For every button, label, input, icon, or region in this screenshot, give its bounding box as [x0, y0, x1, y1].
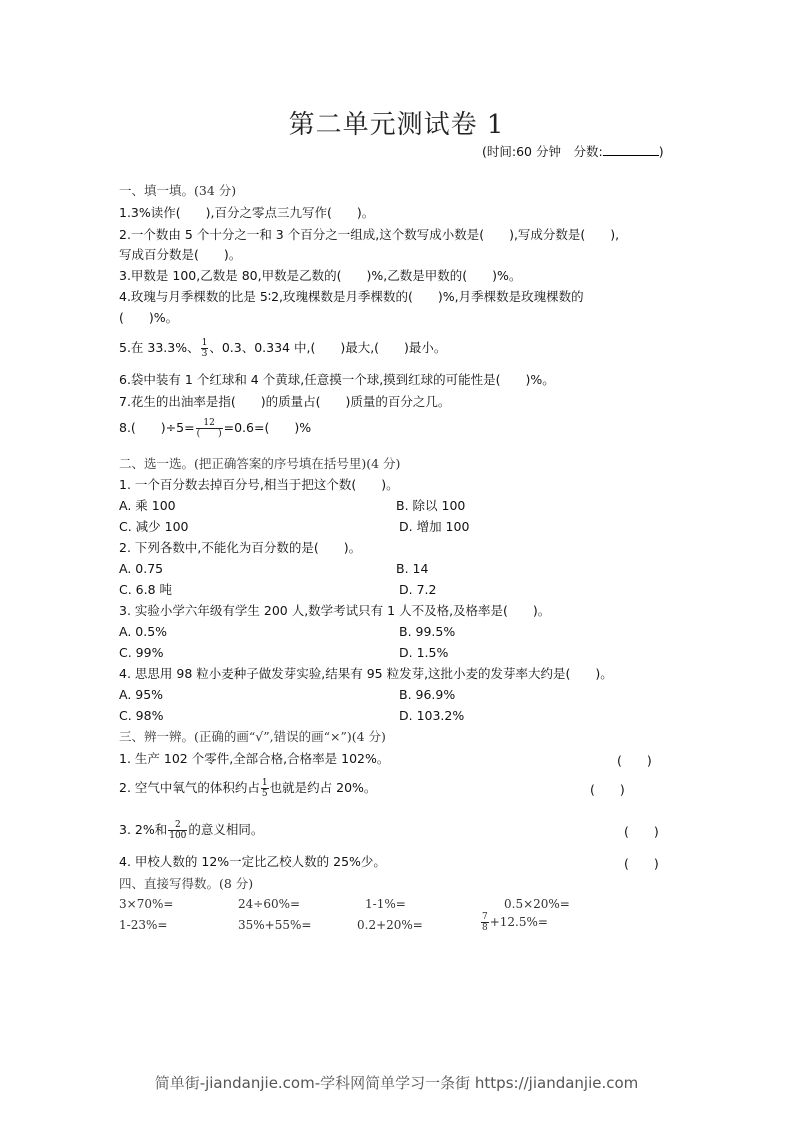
- s1-question-2-line1: 2.一个数由 5 个十分之一和 3 个百分之一组成,这个数写成小数是( ),写成分数是( ),: [119, 227, 620, 242]
- calc-8: [480, 912, 548, 933]
- s2-question-3: 3. 实验小学六年级有学生 200 人,数学考试只有 1 人不及格,及格率是( )。: [119, 603, 551, 618]
- frac-numerator: 1: [261, 778, 268, 788]
- frac-denominator: ( ): [196, 429, 222, 439]
- s2-q1-option-a: A. 乘 100: [119, 498, 176, 513]
- calc-1: 3×70%=: [119, 897, 174, 911]
- s3-q3-suffix: 的意义相同。: [188, 822, 264, 837]
- s2-q3-option-b: B. 99.5%: [399, 624, 456, 639]
- calc-4: 0.5×20%=: [504, 897, 570, 911]
- q5-suffix: 、0.3、0.334 中,( )最大,( )最小。: [209, 340, 447, 355]
- frac-denominator: 3: [201, 349, 208, 359]
- score-blank[interactable]: [603, 143, 659, 156]
- s3-q2-prefix: 2. 空气中氧气的体积约占: [119, 780, 260, 795]
- fraction-two-hundredths: [168, 820, 187, 841]
- s2-q4-option-b: B. 96.9%: [399, 687, 456, 702]
- q5-prefix: 5.在 33.3%、: [119, 340, 200, 355]
- frac-numerator: 12: [196, 418, 223, 429]
- s1-question-4-line2: ( )%。: [119, 310, 179, 325]
- calc-2: 24÷60%=: [238, 897, 301, 911]
- calc-5: 1-23%=: [119, 918, 168, 932]
- s2-q2-option-c: C. 6.8 吨: [119, 582, 173, 597]
- s3-question-2: [119, 778, 376, 799]
- s2-q3-option-c: C. 99%: [119, 645, 164, 660]
- frac-denominator: 8: [482, 923, 488, 933]
- calc-8-suffix: +12.5%=: [489, 915, 548, 929]
- s1-question-4-line1: 4.玫瑰与月季棵数的比是 5∶2,玫瑰棵数是月季棵数的( )%,月季棵数是玫瑰棵数的: [119, 289, 584, 304]
- s2-question-1: 1. 一个百分数去掉百分号,相当于把这个数( )。: [119, 477, 399, 492]
- s1-question-6: 6.袋中装有 1 个红球和 4 个黄球,任意摸一个球,摸到红球的可能性是( )%。: [119, 372, 555, 387]
- s3-q1-answer-bracket[interactable]: ( ): [617, 753, 652, 768]
- s2-q4-option-a: A. 95%: [119, 687, 164, 702]
- s3-q3-prefix: 3. 2%和: [119, 822, 168, 837]
- s1-question-2-line2: 写成百分数是( )。: [119, 247, 242, 262]
- footer-watermark: 简单街-jiandanjie.com-学科网简单学习一条街 https://jiandanjie.com: [154, 1074, 639, 1092]
- page-title: 第二单元测试卷 1: [288, 110, 505, 140]
- exam-meta: [482, 142, 664, 160]
- q8-prefix: 8.( )÷5=: [119, 420, 195, 435]
- fraction-seven-eighths: [481, 912, 489, 933]
- s1-question-5: [119, 338, 446, 359]
- q8-suffix: =0.6=( )%: [223, 420, 312, 435]
- s2-q2-option-d: D. 7.2: [399, 582, 437, 597]
- frac-denominator: 100: [169, 831, 187, 841]
- s2-question-4: 4. 思思用 98 粒小麦种子做发芽实验,结果有 95 粒发芽,这批小麦的发芽率大约是( )。: [119, 666, 613, 681]
- s1-question-7: 7.花生的出油率是指( )的质量占( )质量的百分之几。: [119, 394, 451, 409]
- section1-heading: 一、填一填。(34 分): [119, 183, 237, 198]
- frac-numerator: 2: [168, 820, 187, 831]
- calc-3: 1-1%=: [365, 897, 406, 911]
- time-and-score-label: (时间:60 分钟 分数:: [482, 144, 603, 159]
- s3-q2-answer-bracket[interactable]: ( ): [590, 782, 625, 797]
- s2-q3-option-a: A. 0.5%: [119, 624, 168, 639]
- s3-question-4: 4. 甲校人数的 12%一定比乙校人数的 25%少。: [119, 854, 386, 869]
- s2-q4-option-c: C. 98%: [119, 708, 164, 723]
- section2-heading: 二、选一选。(把正确答案的序号填在括号里)(4 分): [119, 456, 401, 471]
- s2-question-2: 2. 下列各数中,不能化为百分数的是( )。: [119, 540, 362, 555]
- fraction-one-third: [201, 338, 209, 359]
- meta-close: ): [658, 144, 664, 159]
- s2-q2-option-a: A. 0.75: [119, 561, 164, 576]
- s2-q1-option-d: D. 增加 100: [399, 519, 470, 534]
- s3-q3-answer-bracket[interactable]: ( ): [624, 824, 659, 839]
- s3-question-3: [119, 820, 263, 841]
- s2-q3-option-d: D. 1.5%: [399, 645, 449, 660]
- frac-numerator: 7: [482, 912, 488, 922]
- section3-heading: 三、辨一辨。(正确的画“√”,错误的画“×”)(4 分): [119, 729, 386, 744]
- s3-q2-suffix: 也就是约占 20%。: [269, 780, 377, 795]
- section4-heading: 四、直接写得数。(8 分): [119, 876, 254, 891]
- s3-question-1: 1. 生产 102 个零件,全部合格,合格率是 102%。: [119, 751, 390, 766]
- s2-q4-option-d: D. 103.2%: [399, 708, 465, 723]
- s2-q1-option-b: B. 除以 100: [396, 498, 466, 513]
- s1-question-8: [119, 418, 311, 439]
- s1-question-3: 3.甲数是 100,乙数是 80,甲数是乙数的( )%,乙数是甲数的( )%。: [119, 268, 522, 283]
- s1-question-1: 1.3%读作( ),百分之零点三九写作( )。: [119, 205, 375, 220]
- fraction-12-over-blank: [196, 418, 223, 439]
- s3-q4-answer-bracket[interactable]: ( ): [624, 856, 659, 871]
- calc-6: 35%+55%=: [238, 918, 312, 932]
- s2-q2-option-b: B. 14: [396, 561, 429, 576]
- s2-q1-option-c: C. 减少 100: [119, 519, 189, 534]
- frac-numerator: 1: [201, 338, 208, 348]
- calc-7: 0.2+20%=: [357, 918, 423, 932]
- frac-denominator: 5: [261, 789, 268, 799]
- fraction-one-fifth: [261, 778, 269, 799]
